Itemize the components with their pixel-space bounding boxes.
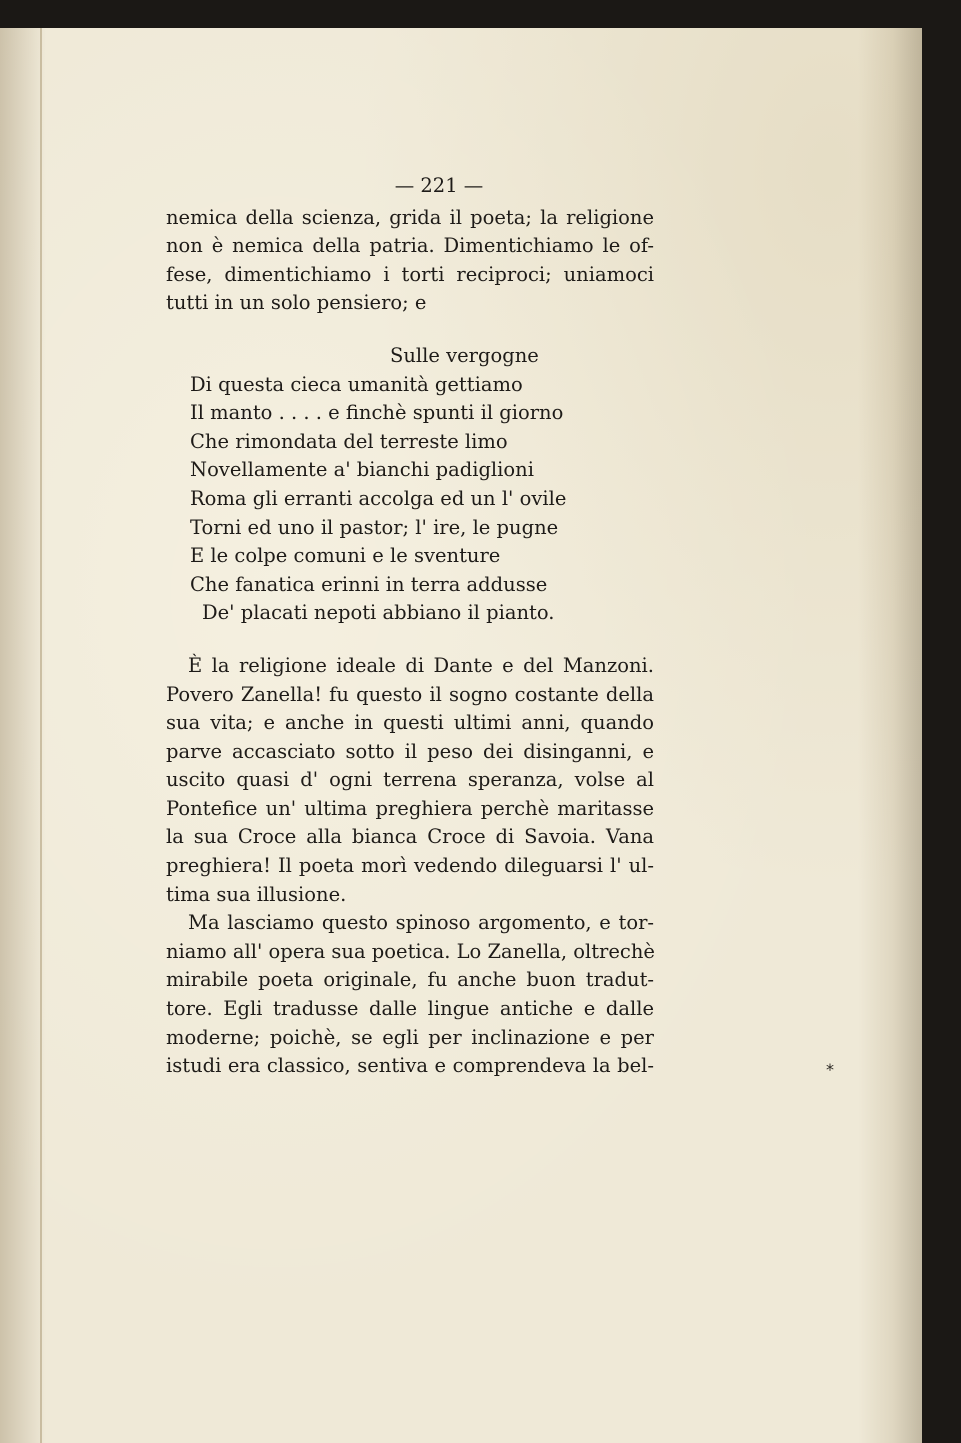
- gutter-line: [40, 28, 42, 1443]
- text-line: moderne; poichè, se egli per inclinazione e per: [166, 1025, 654, 1049]
- text-line: tima sua illusione.: [166, 882, 347, 906]
- verse-line: Di questa cieca umanità gettiamo: [190, 372, 523, 396]
- text-line: Povero Zanella! fu questo il sogno costante della: [166, 682, 654, 706]
- verse-quote: [166, 342, 654, 628]
- text-line: Ma lasciamo questo spinoso argomento, e tor-: [188, 911, 654, 935]
- spacer: [166, 628, 654, 652]
- verse-line: E le colpe comuni e le sventure: [190, 544, 501, 568]
- spacer: [166, 318, 654, 342]
- verse-line: Il manto . . . . e finchè spunti il giorno: [190, 401, 564, 425]
- text-line: fese, dimentichiamo i torti reciproci; uniamoci: [166, 262, 654, 286]
- page-number: — 221 —: [394, 174, 484, 197]
- verse-line: De' placati nepoti abbiano il pianto.: [202, 601, 555, 625]
- text-line: tutti in un solo pensiero; e: [166, 291, 427, 315]
- verse-line: Che fanatica erinni in terra addusse: [190, 572, 548, 596]
- text-line: preghiera! Il poeta morì vedendo dileguarsi l' ul-: [166, 854, 654, 878]
- text-line: parve accasciato sotto il peso dei disinganni, e: [166, 739, 654, 763]
- text-line: uscito quasi d' ogni terrena speranza, volse al: [166, 768, 654, 792]
- stray-ink-mark: *: [826, 1060, 834, 1079]
- page-edge: [858, 28, 922, 1443]
- text-line: Pontefice un' ultima preghiera perchè maritasse: [166, 796, 654, 820]
- text-line: non è nemica della patria. Dimentichiamo le of-: [166, 234, 654, 258]
- verse-line: Torni ed uno il pastor; l' ire, le pugne: [190, 515, 559, 539]
- paragraph-3: [166, 909, 654, 1081]
- text-line: istudi era classico, sentiva e comprendeva la bel-: [166, 1054, 654, 1078]
- paragraph-2: [166, 652, 654, 909]
- text-line: sua vita; e anche in questi ultimi anni, quando: [166, 711, 654, 735]
- paragraph-1: [166, 204, 654, 318]
- text-line: nemica della scienza, grida il poeta; la religione: [166, 205, 654, 229]
- text-line: niamo all' opera sua poetica. Lo Zanella, oltrechè: [166, 939, 655, 963]
- verse-line: Novellamente a' bianchi padiglioni: [190, 458, 534, 482]
- page-text: [166, 172, 654, 1081]
- text-line: tore. Egli tradusse dalle lingue antiche e dalle: [166, 997, 654, 1021]
- text-line: È la religione ideale di Dante e del Manzoni.: [188, 653, 654, 677]
- text-line: mirabile poeta originale, fu anche buon tradut-: [166, 968, 654, 992]
- verse-line: Roma gli erranti accolga ed un l' ovile: [190, 486, 567, 510]
- text-line: la sua Croce alla bianca Croce di Savoia. Vana: [166, 825, 654, 849]
- verse-line: Che rimondata del terreste limo: [190, 429, 508, 453]
- verse-line: Sulle vergogne: [390, 343, 539, 367]
